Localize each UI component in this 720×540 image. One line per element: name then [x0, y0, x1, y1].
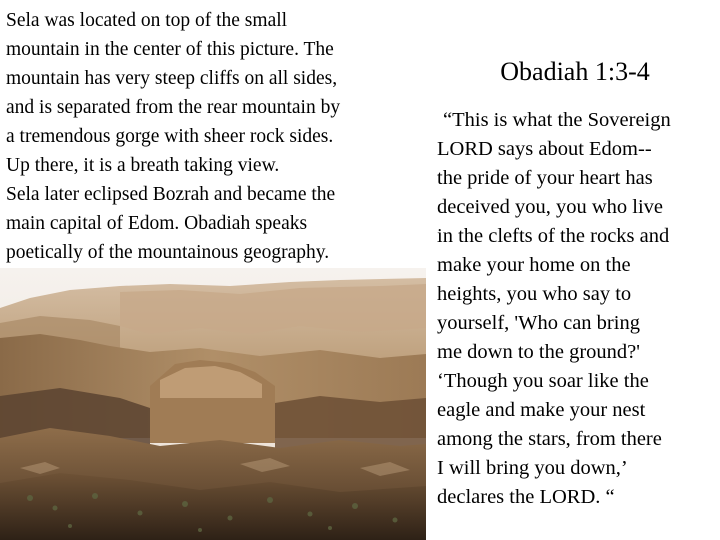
description-line: Up there, it is a breath taking view.: [6, 155, 280, 176]
quote-line: LORD says about Edom--: [437, 138, 652, 160]
quote-line: ‘Though you soar like the: [437, 370, 649, 392]
description-line: main capital of Edom. Obadiah speaks: [6, 213, 308, 234]
description-line: Sela was located on top of the small: [6, 10, 288, 31]
quote-line: make your home on the: [437, 254, 631, 276]
quote-line: me down to the ground?': [437, 341, 640, 363]
quote-line: I will bring you down,’: [437, 457, 628, 479]
description-line: mountain in the center of this picture. The: [6, 39, 334, 60]
quote-line: the pride of your heart has: [437, 167, 653, 189]
scripture-quote: [437, 106, 717, 512]
quote-line: deceived you, you who live: [437, 196, 664, 218]
quote-line: among the stars, from there: [437, 428, 662, 450]
quote-line: eagle and make your nest: [437, 399, 646, 421]
quote-line: “This is what the Sovereign: [443, 109, 671, 131]
mountain-landscape-photo: [0, 268, 426, 540]
description-line: and is separated from the rear mountain by: [6, 97, 341, 118]
quote-line: yourself, 'Who can bring: [437, 312, 640, 334]
description-line: mountain has very steep cliffs on all sides,: [6, 68, 338, 89]
description-line: poetically of the mountainous geography.: [6, 242, 330, 263]
quote-line: declares the LORD. “: [437, 486, 615, 508]
scripture-reference: Obadiah 1:3-4: [500, 57, 650, 86]
description-line: a tremendous gorge with sheer rock sides.: [6, 126, 334, 147]
description-text: [6, 6, 424, 267]
quote-line: in the clefts of the rocks and: [437, 225, 670, 247]
description-line: Sela later eclipsed Bozrah and became the: [6, 184, 336, 205]
quote-line: heights, you who say to: [437, 283, 632, 305]
